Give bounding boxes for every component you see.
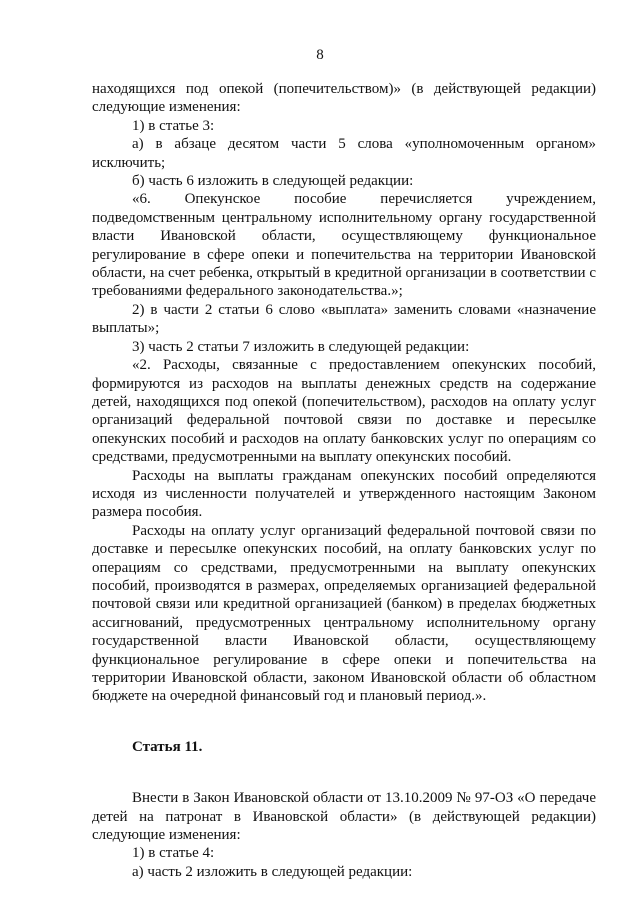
paragraph: 2) в части 2 статьи 6 слово «выплата» заменить словами «назначение выплаты»;	[92, 301, 596, 337]
paragraph: «6. Опекунское пособие перечисляется учреждением, подведомственным центральному исполнительному органу государственной власти Ивановской области, осуществляющему функциональное регулирование в сфере опеки и попечительства на территории Ивановской области, на счет ребенка, открытый в кредитной организации в соответствии с требованиями федерального законодательства.»;	[92, 191, 596, 300]
paragraph: Внести в Закон Ивановской области от 13.10.2009 № 97-ОЗ «О передаче детей на патронат в Ивановской области» (в действующей редакции) следующие изменения:	[92, 790, 596, 844]
paragraph: а) часть 2 изложить в следующей редакции:	[132, 863, 413, 880]
document-body	[92, 80, 596, 881]
paragraph: а) в абзаце десятом части 5 слова «уполномоченным органом» исключить;	[92, 136, 596, 171]
paragraph: находящихся под опекой (попечительством)» (в действующей редакции) следующие изменения:	[92, 81, 596, 116]
article-heading: Статья 11.	[132, 738, 203, 755]
paragraph: «2. Расходы, связанные с предоставлением опекунских пособий, формируются из расходов на выплаты денежных средств на содержание детей, находящихся под опекой (попечительством), расходов на оплату услуг организаций федеральной почтовой связи по доставке и пересылке опекунских пособий и расходов на оплату банковских услуг по операциям со средствами, предусмотренными на выплату опекунских пособий.	[92, 357, 596, 466]
paragraph: Расходы на выплаты гражданам опекунских пособий определяются исходя из численности получателей и утвержденного настоящим Законом размера пособия.	[92, 467, 596, 521]
paragraph: 1) в статье 4:	[132, 845, 215, 862]
page-number: 8	[316, 47, 324, 63]
paragraphs-bottom	[92, 789, 596, 881]
paragraph: б) часть 6 изложить в следующей редакции:	[132, 173, 414, 190]
paragraph: Расходы на оплату услуг организаций федеральной почтовой связи по доставке и пересылке опекунских пособий, на оплату банковских услуг по операциям со средствами, предусмотренными на выплату опекунских пособий, производятся в размерах, определяемых организацией федеральной почтовой связи или кредитной организацией (банком) в пределах бюджетных ассигнований, предусмотренных центральному исполнительному органу государственной власти Ивановской области, осуществляющему функциональное регулирование в сфере опеки и попечительства на территории Ивановской области, законом Ивановской области об областном бюджете на очередной финансовый год и плановый период.».	[92, 522, 596, 705]
paragraphs-top	[92, 80, 596, 706]
paragraph: 3) часть 2 статьи 7 изложить в следующей редакции:	[132, 338, 470, 355]
paragraph: 1) в статье 3:	[132, 117, 215, 134]
